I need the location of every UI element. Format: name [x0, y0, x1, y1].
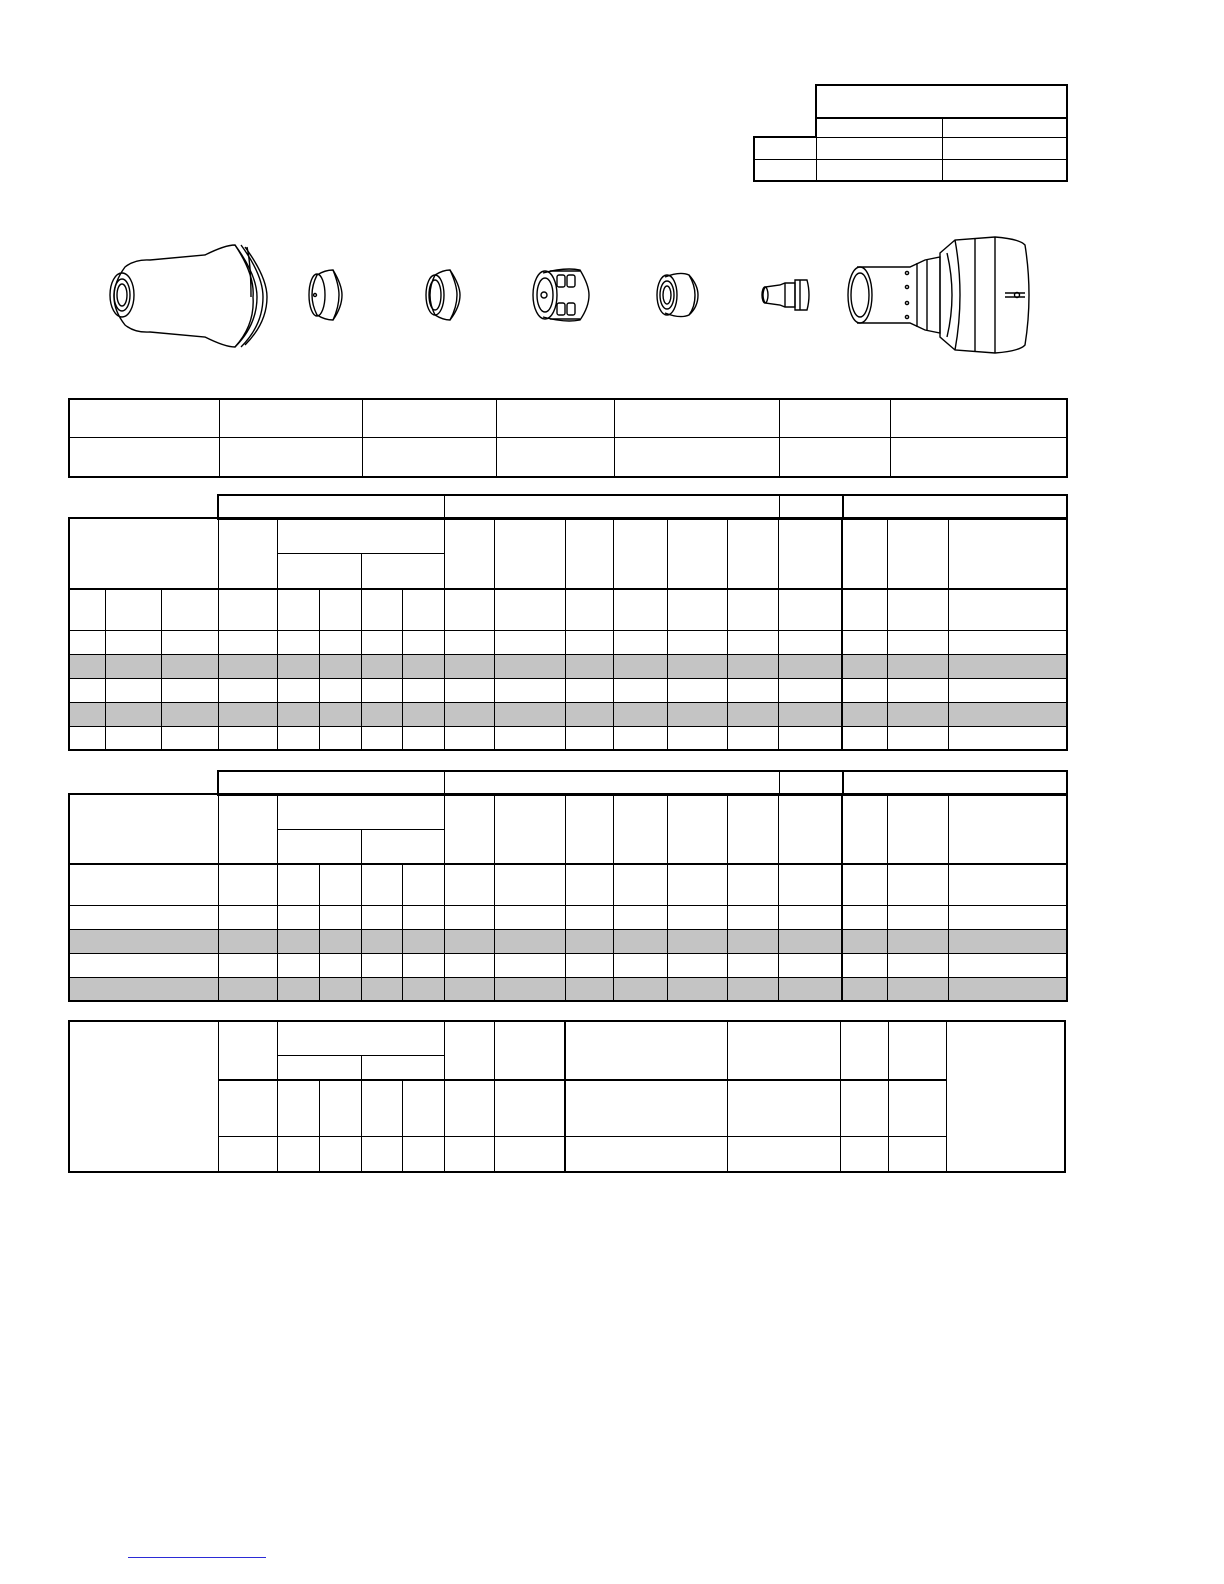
settings-table — [68, 1020, 1066, 1173]
cut-chart-a-grid — [68, 517, 1068, 751]
top-right-header-cell — [816, 85, 1067, 118]
table-row — [69, 929, 1067, 953]
table-row — [69, 654, 1067, 678]
torch-body-icon — [848, 237, 1029, 353]
part-header-cell — [69, 399, 219, 437]
cut-chart-b-grid — [68, 793, 1068, 1002]
shield-icon — [110, 245, 267, 347]
cut-chart-a-group-header — [217, 494, 1068, 520]
top-right-table-grid — [753, 84, 1068, 182]
nozzle-icon — [657, 273, 698, 316]
table-row — [69, 702, 1067, 726]
retaining-ring-icon — [426, 270, 460, 320]
consumables-illustration — [95, 225, 1055, 365]
table-row — [69, 977, 1067, 1001]
footer-rule — [128, 1557, 266, 1558]
table-row — [69, 905, 1067, 929]
electrode-icon — [762, 280, 809, 310]
shield-cap-icon — [309, 270, 342, 320]
part-number-table — [68, 398, 1068, 478]
cut-chart-b-group-header — [217, 770, 1068, 796]
table-row — [69, 953, 1067, 977]
part-value-cell — [69, 437, 219, 477]
swirl-ring-icon — [533, 269, 589, 321]
table-row — [69, 630, 1067, 654]
table-row — [69, 678, 1067, 702]
table-row — [69, 726, 1067, 750]
